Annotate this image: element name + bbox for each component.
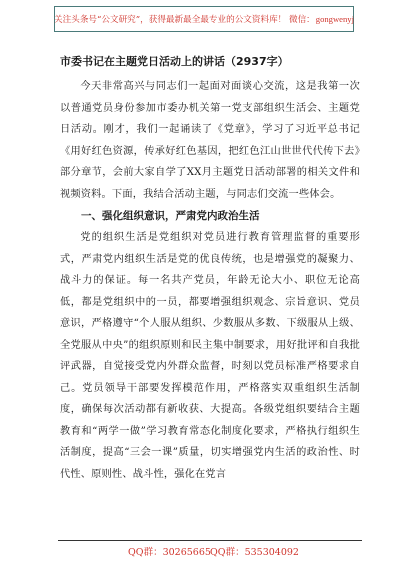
footer-qq-group-2: QQ群：535304092 (210, 547, 299, 558)
intro-paragraph: 今天非常高兴与同志们一起面对面谈心交流，这是我第一次以普通党员身份参加市委办机关第一党支部组织生活会、主题党日活动。刚才，我们一起诵读了《党章》，学习了习近平总书记《用好红色资源，传承好红色基因，把红色江山世世代代传下去》部分章节，会前大家自学了XX月主题党日活动部署的相关文件和视频资料。下面，我结合活动主题，与同志们交流一些体会。 (60, 81, 360, 200)
document-body (60, 54, 360, 485)
document-title: 市委书记在主题党日活动上的讲话（2937字） (60, 55, 289, 68)
footer-divider (58, 540, 362, 541)
header-banner-text (54, 13, 354, 25)
banner-message: 关注头条号“公文研究”，获得最新最全最专业的公文资料库！ 微信： (54, 15, 315, 25)
wechat-id: gongwenyj (315, 14, 354, 24)
section-1-paragraph: 党的组织生活是党组织对党员进行教育管理监督的重要形式，严肃党内组织生活是党的优良传统，也是增强党的凝聚力、战斗力的保证。每一名共产党员，年龄无论大小、职位无论高低，都是党组织中的一员，都要增强组织观念、宗旨意识、党员意识，严格遵守“个人服从组织、少数服从多数、下级服从上级、全党服从中央”的组织原则和民主集中制要求，用好批评和自我批评武器，自觉接受党内外群众监督，时刻以党员标准严格要求自己。党员领导干部要发挥模范作用，严格落实双重组织生活制度，确保每次活动都有新收获、大提高。各级党组织要结合主题教育和“两学一做”学习教育常态化制度化要求，严格执行组织生活制度，提高“三会一课”质量，切实增强党内生活的政治性、时代性、原则性、战斗性，强化在党言 (60, 232, 360, 480)
page-footer (0, 540, 408, 558)
section-1-heading: 一、强化组织意识，严肃党内政治生活 (81, 210, 260, 222)
header-banner (54, 6, 354, 32)
footer-qq-group-1: QQ群：30265665 (128, 547, 211, 558)
